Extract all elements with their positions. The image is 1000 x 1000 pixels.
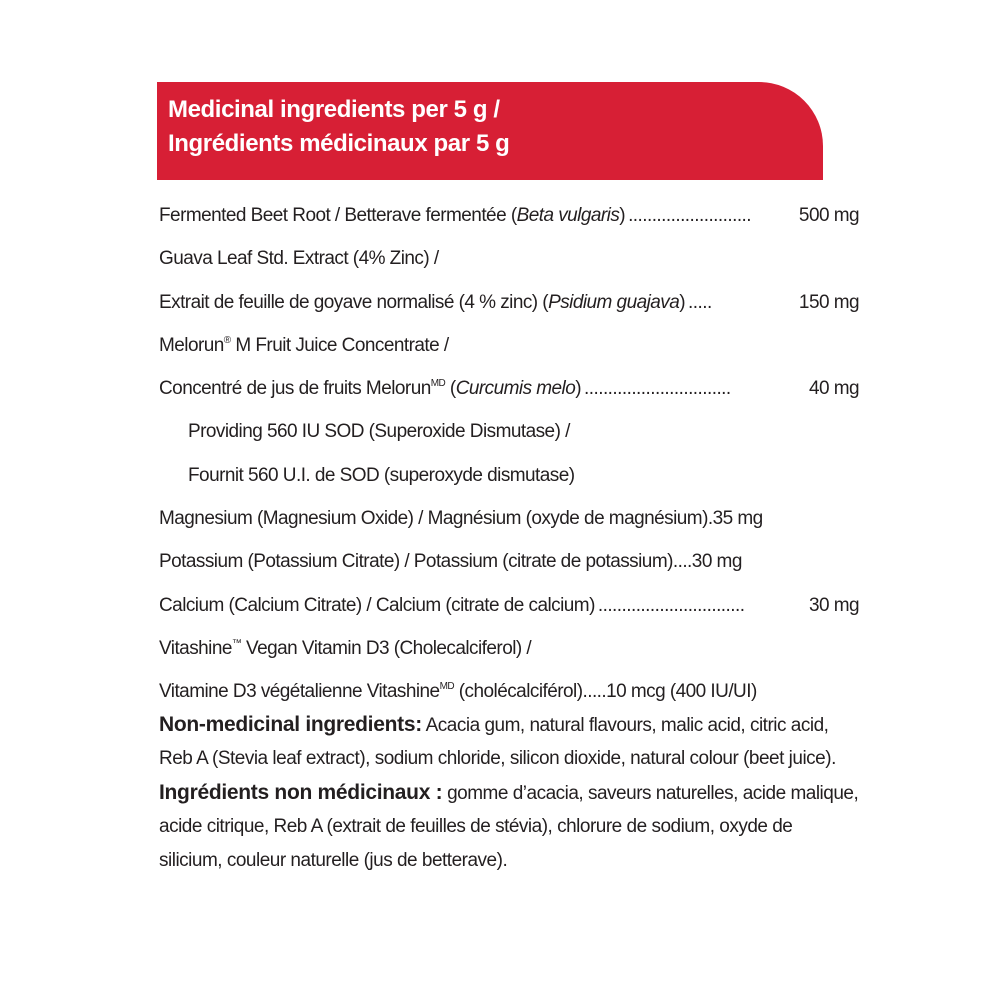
sub-row-sod-fr bbox=[159, 454, 859, 497]
ingredient-name: Concentré de jus de fruits Melorun bbox=[159, 378, 431, 400]
ingredient-row-calcium bbox=[159, 584, 859, 627]
ingredient-amount: 150 mg bbox=[798, 291, 859, 313]
non-medicinal-ingredients-fr bbox=[159, 776, 859, 878]
ingredient-amount: 35 mg bbox=[712, 508, 763, 530]
sub-ingredient-text: Fournit 560 U.I. de SOD (superoxyde dismutase) bbox=[188, 464, 575, 486]
paren-close: ) bbox=[619, 205, 626, 226]
ingredient-row-magnesium bbox=[159, 497, 859, 540]
ingredient-name: M Fruit Juice Concentrate / bbox=[230, 334, 449, 356]
ingredient-row-melorun-fr bbox=[159, 367, 859, 410]
ingredient-row-beet-root bbox=[159, 194, 859, 237]
non-medicinal-ingredients-en bbox=[159, 708, 859, 776]
brand-name: Melorun bbox=[159, 334, 224, 356]
trademark-mark: ™ bbox=[231, 637, 242, 649]
header-banner bbox=[157, 82, 823, 180]
ingredient-amount: 30 mg bbox=[691, 551, 742, 573]
trademark-mark: MD bbox=[430, 378, 446, 390]
trademark-mark: MD bbox=[439, 681, 455, 693]
sub-ingredient-text: Providing 560 IU SOD (Superoxide Dismutase) / bbox=[188, 421, 570, 443]
leader-dots: . bbox=[707, 508, 713, 530]
sub-row-sod-en bbox=[159, 410, 859, 453]
ingredient-amount: 40 mg bbox=[808, 378, 859, 400]
heading-colon: : bbox=[415, 712, 422, 736]
ingredient-name: Guava Leaf Std. Extract (4% Zinc) / bbox=[159, 248, 439, 270]
ingredient-amount: 30 mg bbox=[808, 594, 859, 616]
section-heading: Ingrédients non médicinaux bbox=[159, 780, 431, 804]
leader-dots: ............................... bbox=[597, 594, 745, 616]
paren-open: ( bbox=[445, 378, 456, 400]
header-title-en: Medicinal ingredients per 5 g / bbox=[168, 96, 500, 123]
ingredient-name: Extrait de feuille de goyave normalisé (4 % zinc) ( bbox=[159, 291, 549, 313]
ingredient-amount: 10 mcg (400 IU/UI) bbox=[606, 681, 757, 703]
ingredient-row-guava-fr bbox=[159, 281, 859, 324]
ingredient-name: Potassium (Potassium Citrate) / Potassium (citrate de potassium) bbox=[159, 551, 673, 573]
ingredient-row-melorun-en bbox=[159, 324, 859, 367]
ingredient-name: Magnesium (Magnesium Oxide) / Magnésium (oxyde de magnésium) bbox=[159, 508, 708, 530]
leader-dots: .......................... bbox=[628, 205, 752, 226]
latin-name: Beta vulgaris bbox=[516, 205, 620, 226]
paren-close: ) bbox=[575, 378, 582, 400]
ingredients-list bbox=[159, 194, 859, 877]
leader-dots: ..... bbox=[582, 681, 607, 703]
ingredient-row-guava-en bbox=[159, 237, 859, 280]
ingredient-row-potassium bbox=[159, 540, 859, 583]
leader-dots: .... bbox=[672, 551, 692, 573]
brand-name: Vitashine bbox=[159, 637, 232, 659]
latin-name: Psidium guajava bbox=[548, 291, 680, 313]
section-text: Acacia gum, natural flavours, malic acid, citric acid, Reb A (Stevia leaf extract), sodium chloride, silicon dioxide, natural colour (beet juice). bbox=[159, 714, 836, 770]
leader-dots: ..... bbox=[688, 291, 712, 313]
ingredient-name: Vegan Vitamin D3 (Cholecalciferol) / bbox=[241, 637, 532, 659]
latin-name: Curcumis melo bbox=[455, 378, 576, 400]
section-heading: Non-medicinal ingredients bbox=[159, 712, 416, 736]
ingredient-row-vitamin-d3-en bbox=[159, 627, 859, 670]
ingredient-name: Calcium (Calcium Citrate) / Calcium (citrate de calcium) bbox=[159, 594, 595, 616]
paren-close: ) bbox=[679, 291, 686, 313]
section-text: gomme d’acacia, saveurs naturelles, acide malique, acide citrique, Reb A (extrait de feuilles de stévia), chlorure de sodium, oxyde de silicium, couleur naturelle (jus de betterave). bbox=[159, 782, 859, 871]
ingredient-name: Fermented Beet Root / Betterave fermentée ( bbox=[159, 205, 517, 226]
registered-mark: ® bbox=[223, 334, 231, 346]
heading-colon: : bbox=[430, 780, 443, 804]
ingredient-name: Vitamine D3 végétalienne Vitashine bbox=[159, 681, 440, 703]
ingredient-amount: 500 mg bbox=[798, 205, 859, 226]
ingredient-name-suffix: (cholécalciférol) bbox=[454, 681, 583, 703]
header-title-fr: Ingrédients médicinaux par 5 g bbox=[168, 130, 510, 157]
leader-dots: ............................... bbox=[584, 378, 731, 400]
